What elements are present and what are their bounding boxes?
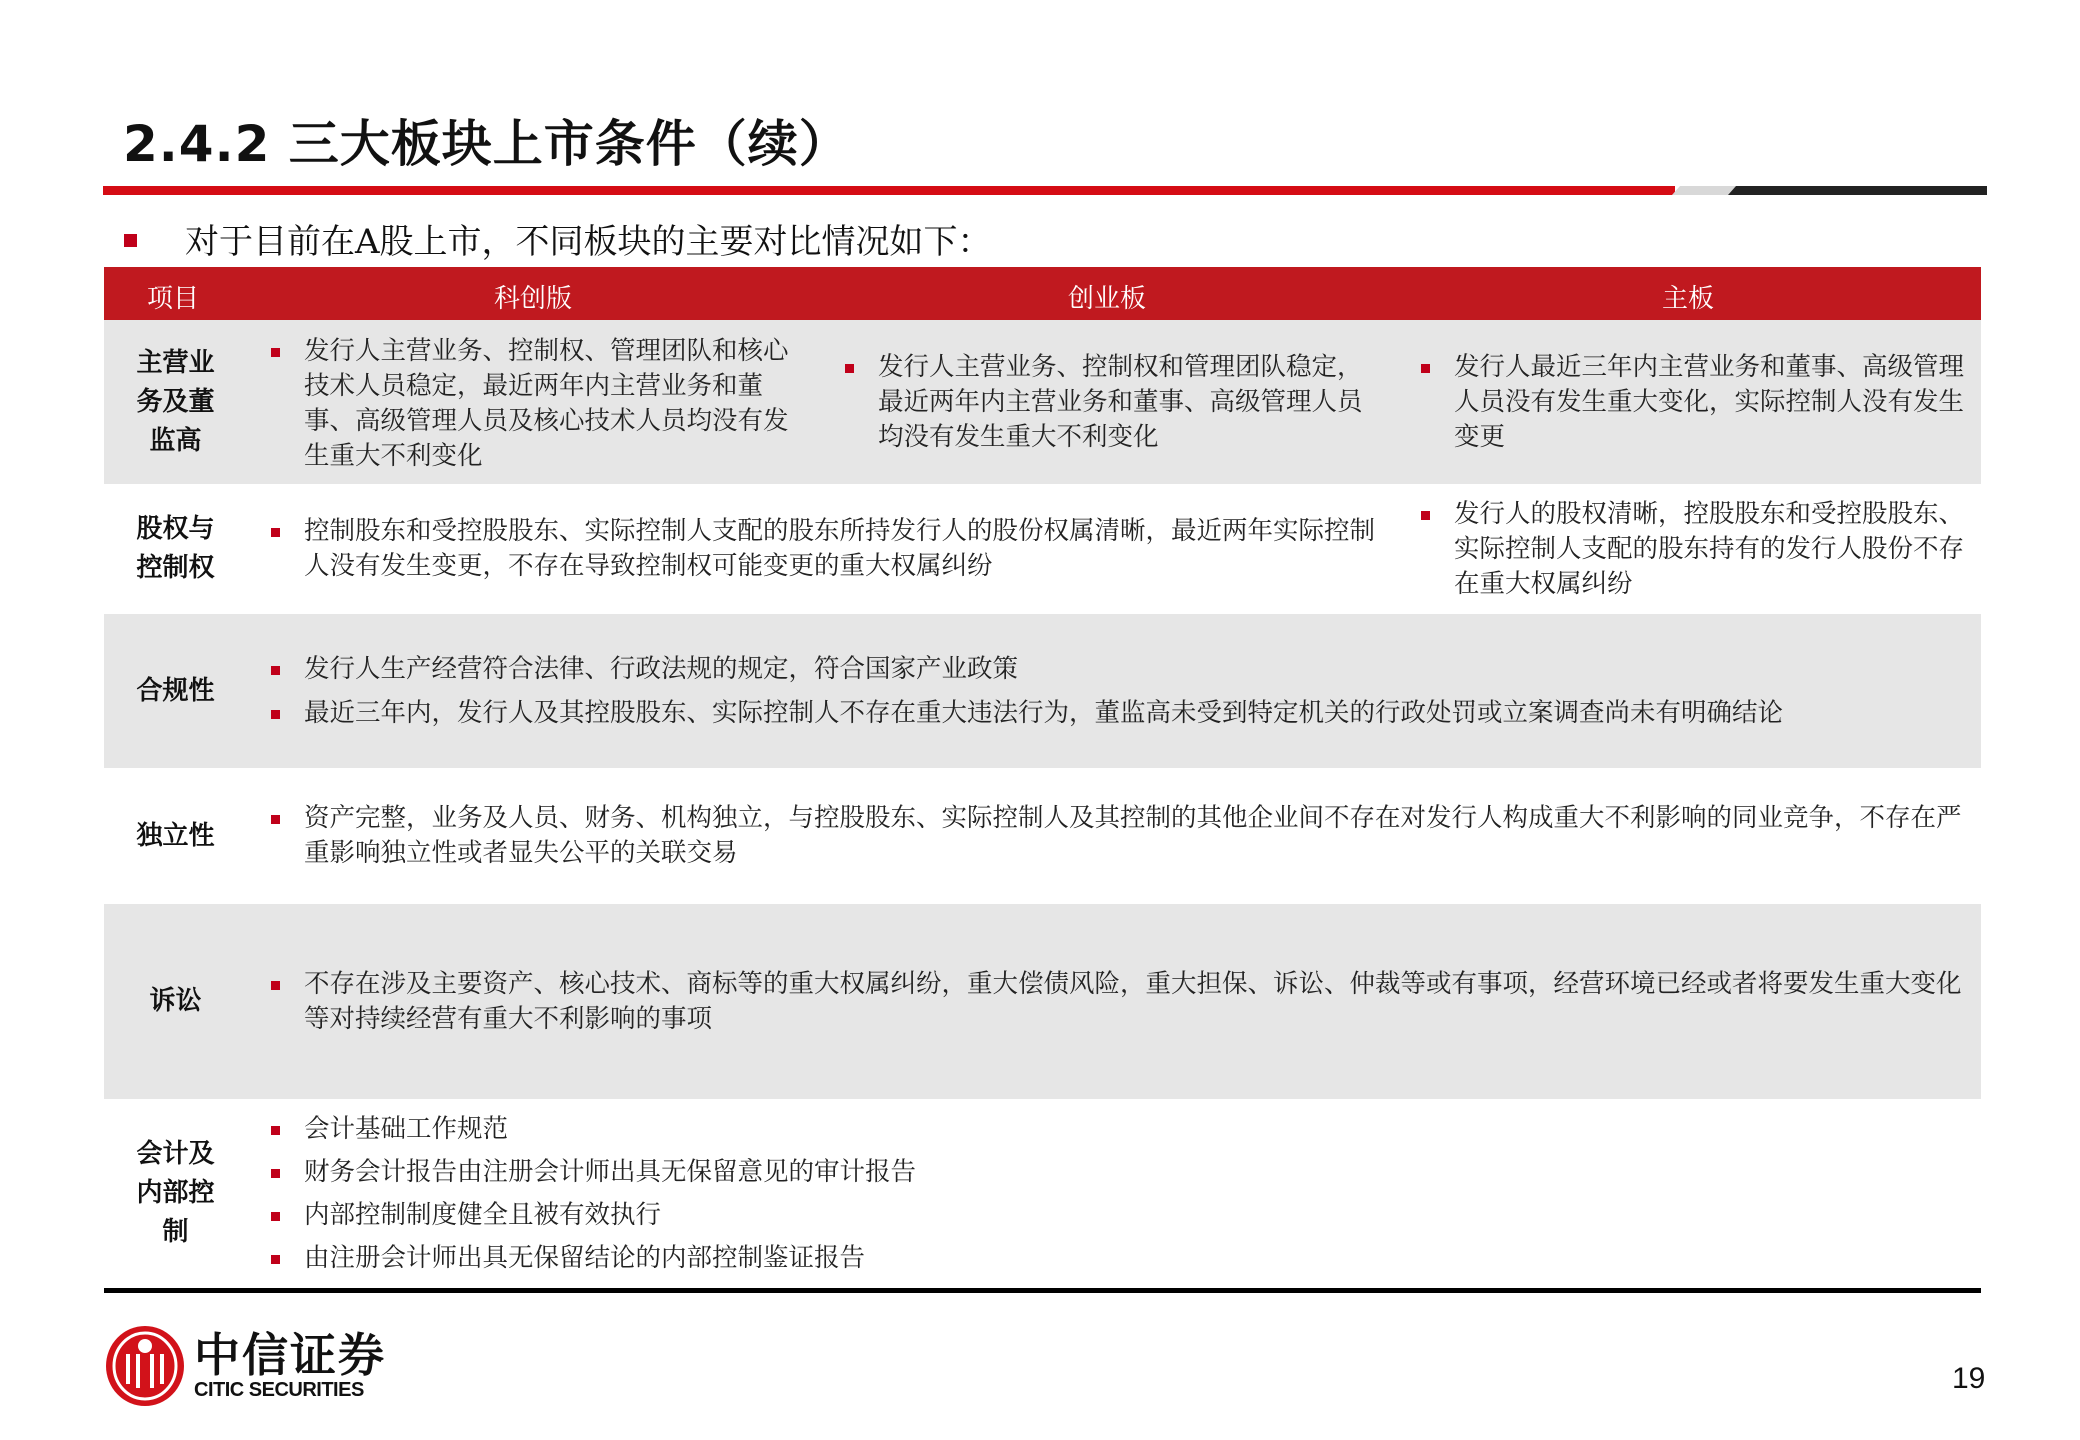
- bullet-text: 发行人最近三年内主营业务和董事、高级管理人员没有发生重大变化，实际控制人没有发生变更: [1421, 350, 1971, 455]
- title-rule-black: [1728, 186, 1987, 195]
- cell-kcb-cyb: [271, 484, 1386, 614]
- header-item: 项目: [146, 284, 200, 314]
- intro-bullet: [124, 214, 992, 263]
- title-rule-red: [103, 186, 1675, 195]
- bullet-text: 发行人的股权清晰，控股股东和受控股股东、实际控制人支配的股东持有的发行人股份不存在重大权属纠纷: [1421, 497, 1971, 602]
- cell-all: [271, 768, 1971, 904]
- bullet-text: 由注册会计师出具无保留结论的内部控制鉴证报告: [271, 1241, 1971, 1276]
- cell-zb: [1421, 320, 1971, 484]
- table-row: [104, 484, 1981, 614]
- table-row: [104, 614, 1981, 768]
- cell-all: [271, 904, 1971, 1099]
- logo-cn: 中信证券: [194, 1327, 386, 1382]
- title-rule-gray: [1672, 186, 1738, 195]
- row-label: 股权与控制权: [136, 514, 215, 583]
- table-row: [104, 1099, 1981, 1288]
- row-label: 独立性: [136, 820, 215, 851]
- bullet-text: 不存在涉及主要资产、核心技术、商标等的重大权属纠纷，重大偿债风险，重大担保、诉讼、仲裁等或有事项，经营环境已经或者将要发生重大变化等对持续经营有重大不利影响的事项: [271, 967, 1971, 1037]
- header-cyb: 创业板: [1067, 284, 1147, 314]
- cell-all: [271, 1099, 1971, 1288]
- bottom-rule: [104, 1288, 1981, 1293]
- row-label: 主营业务及董监高: [136, 347, 215, 456]
- table-row: [104, 768, 1981, 904]
- cell-kcb: [271, 320, 811, 484]
- cell-cyb: [845, 320, 1385, 484]
- cell-all: [271, 614, 1971, 768]
- bullet-text: 发行人主营业务、控制权、管理团队和核心技术人员稳定，最近两年内主营业务和董事、高级管理人员及核心技术人员均没有发生重大不利变化: [271, 334, 811, 474]
- bullet-text: 发行人主营业务、控制权和管理团队稳定，最近两年内主营业务和董事、高级管理人员均没有发生重大不利变化: [845, 350, 1385, 455]
- bullet-text: 资产完整，业务及人员、财务、机构独立，与控股股东、实际控制人及其控制的其他企业间不存在对发行人构成重大不利影响的同业竞争，不存在严重影响独立性或者显失公平的关联交易: [271, 801, 1971, 871]
- cell-zb: [1421, 484, 1971, 614]
- comparison-table: [104, 267, 1981, 1288]
- bullet-square-icon: [124, 234, 137, 247]
- bullet-text: 财务会计报告由注册会计师出具无保留意见的审计报告: [271, 1155, 1971, 1190]
- bullet-text: 控制股东和受控股股东、实际控制人支配的股东所持发行人的股份权属清晰，最近两年实际控制人没有发生变更，不存在导致控制权可能变更的重大权属纠纷: [271, 514, 1386, 584]
- row-label: 会计及内部控制: [136, 1139, 215, 1247]
- row-label: 合规性: [136, 675, 215, 706]
- logo-en: CITIC SECURITIES: [194, 1378, 364, 1401]
- bullet-text: 最近三年内，发行人及其控股股东、实际控制人不存在重大违法行为，董监高未受到特定机关的行政处罚或立案调查尚未有明确结论: [271, 696, 1971, 731]
- citic-emblem-icon: [104, 1324, 186, 1408]
- table-row: [104, 320, 1981, 484]
- bullet-text: 发行人生产经营符合法律、行政法规的规定，符合国家产业政策: [271, 652, 1971, 687]
- bullet-text: 会计基础工作规范: [271, 1112, 1971, 1147]
- table-header: [104, 267, 1981, 320]
- citic-logo: [104, 1324, 386, 1408]
- table-row: [104, 904, 1981, 1099]
- bullet-text: 内部控制制度健全且被有效执行: [271, 1198, 1971, 1233]
- header-zb: 主板: [1661, 284, 1715, 314]
- header-kcb: 科创版: [493, 284, 573, 314]
- intro-text: 对于目前在A股上市，不同板块的主要对比情况如下：: [185, 222, 992, 262]
- row-label: 诉讼: [149, 986, 202, 1016]
- page-number: 19: [1952, 1362, 1986, 1395]
- page-title: 2.4.2 三大板块上市条件（续）: [123, 115, 850, 173]
